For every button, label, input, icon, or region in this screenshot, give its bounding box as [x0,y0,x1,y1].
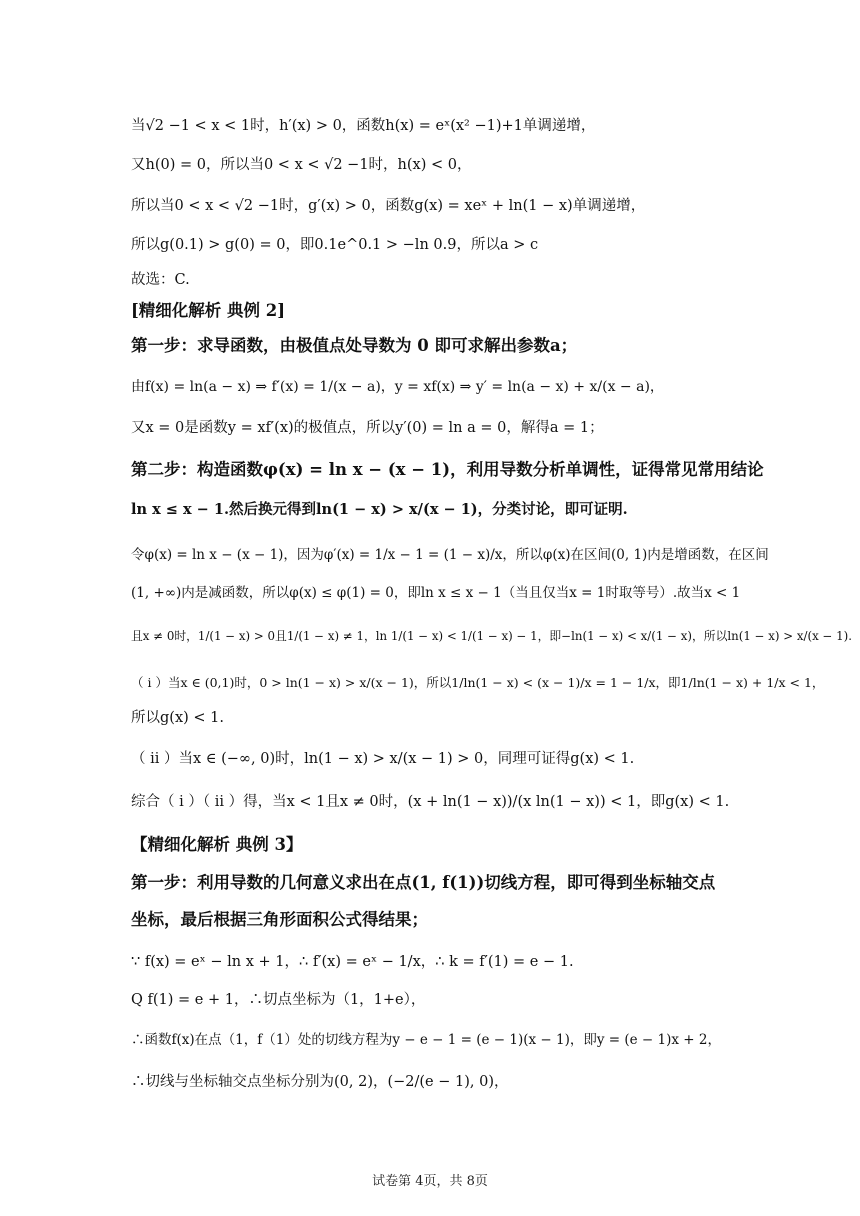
step-heading-1: 第一步：求导函数，由极值点处导数为 0 即可求解出参数a； [131,336,578,355]
text-line-11: ln x ≤ x − 1.然后换元得到ln(1 − x) > x/(x − 1)，分类讨论，即可证明. [131,501,628,518]
step-heading-3a: 第一步：利用导数的几何意义求出在点(1, f(1))切线方程，即可得到坐标轴交点 [131,873,716,892]
text-line-13: (1, +∞)内是减函数，所以φ(x) ≤ φ(1) = 0，即ln x ≤ x − 1（当且仅当x = 1时取等号）.故当x < 1 [131,585,741,601]
text-line-17: （ ii ）当x ∈ (−∞, 0)时，ln(1 − x) > x/(x − 1) > 0，同理可证得g(x) < 1. [131,751,635,767]
text-line-2: 又h(0) = 0，所以当0 < x < √2 −1时，h(x) < 0， [131,157,472,173]
text-line-16: 所以g(x) < 1. [131,710,224,726]
section-heading-3: 【精细化解析 典例 3】 [131,835,303,854]
text-line-25: ∴切线与坐标轴交点坐标分别为(0, 2)，(−2/(e − 1), 0)， [131,1074,509,1090]
text-line-24: ∴函数f(x)在点（1，f（1）处的切线方程为y − e − 1 = (e − 1)(x − 1)，即y = (e − 1)x + 2， [131,1032,721,1048]
section-heading-2: [精细化解析 典例 2] [131,301,286,320]
text-line-1: 当√2 −1 < x < 1时，h′(x) > 0，函数h(x) = eˣ(x² −1)+1单调递增， [131,118,596,134]
step-heading-2: 第二步：构造函数φ(x) = ln x − (x − 1)，利用导数分析单调性，证得常见常用结论 [131,460,764,479]
text-line-18: 综合（ i ）（ ii ）得，当x < 1且x ≠ 0时，(x + ln(1 − x))/(x ln(1 − x)) < 1，即g(x) < 1. [131,794,730,810]
text-line-23: Q f(1) = e + 1，∴切点坐标为（1，1+e）， [131,992,426,1008]
page-footer: 试卷第 4页，共 8页 [372,1174,488,1189]
text-line-3: 所以当0 < x < √2 −1时，g′(x) > 0，函数g(x) = xeˣ + ln(1 − x)单调递增， [131,198,646,214]
text-line-9: 又x = 0是函数y = xf′(x)的极值点，所以y′(0) = ln a = 0，解得a = 1； [131,420,604,436]
text-line-5: 故选：C. [131,272,190,288]
text-line-4: 所以g(0.1) > g(0) = 0，即0.1e^0.1 > −ln 0.9，所以a > c [131,237,539,253]
step-heading-3b: 坐标，最后根据三角形面积公式得结果； [131,910,428,929]
text-line-12: 令φ(x) = ln x − (x − 1)，因为φ′(x) = 1/x − 1 = (1 − x)/x，所以φ(x)在区间(0, 1)内是增函数，在区间 [131,547,769,563]
text-line-15: （ i ）当x ∈ (0,1)时，0 > ln(1 − x) > x/(x − 1)，所以1/ln(1 − x) < (x − 1)/x = 1 − 1/x，即1/ln(1 − x) + 1/x < 1， [131,675,825,690]
text-line-8: 由f(x) = ln(a − x) ⇒ f′(x) = 1/(x − a)，y = xf(x) ⇒ y′ = ln(a − x) + x/(x − a)， [131,379,664,395]
text-line-22: ∵ f(x) = eˣ − ln x + 1，∴ f′(x) = eˣ − 1/x，∴ k = f′(1) = e − 1. [131,954,574,970]
text-line-14: 且x ≠ 0时，1/(1 − x) > 0且1/(1 − x) ≠ 1，ln 1/(1 − x) < 1/(1 − x) − 1，即−ln(1 − x) < x/(1 − x)，所以ln(1 − x) > x/(x − 1). [131,629,852,643]
